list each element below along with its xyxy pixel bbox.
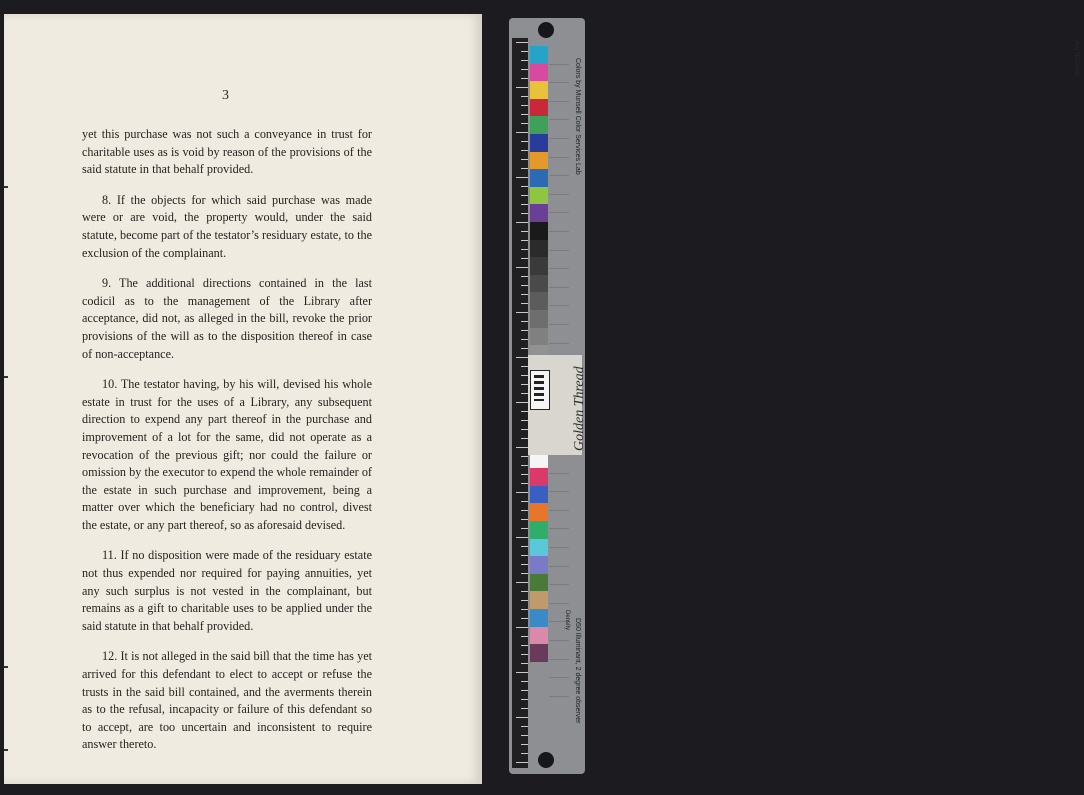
ruler-tick: [516, 222, 528, 223]
ruler-tick: [521, 330, 528, 331]
ruler-tick: [521, 195, 528, 196]
ruler-tick: [521, 681, 528, 682]
ruler-tick: [516, 267, 528, 268]
color-swatch: [530, 644, 548, 662]
ruler-tick: [521, 708, 528, 709]
swatch-value-cell: [549, 548, 569, 567]
signature: Jim Williams: [1073, 40, 1081, 77]
ruler-tick: [521, 150, 528, 151]
ruler-tick: [521, 339, 528, 340]
ruler-tick: [521, 96, 528, 97]
ruler-tick: [521, 645, 528, 646]
ruler-tick: [521, 276, 528, 277]
punch-hole: [538, 752, 554, 768]
ruler-tick: [521, 456, 528, 457]
ruler-tick: [521, 231, 528, 232]
swatch-value-cell: [549, 65, 569, 84]
color-swatch: [530, 275, 548, 293]
ruler-tick: [516, 762, 528, 763]
color-swatch: [530, 539, 548, 557]
color-swatch: [530, 310, 548, 328]
swatch-value-cell: [549, 288, 569, 307]
swatch-value-cell: [549, 678, 569, 697]
ruler-tick: [521, 663, 528, 664]
ruler-tick: [521, 384, 528, 385]
ruler-tick: [516, 87, 528, 88]
color-swatch: [530, 328, 548, 346]
swatch-value-cell: [549, 195, 569, 214]
ruler-tick: [521, 555, 528, 556]
ruler-tick: [516, 312, 528, 313]
edge-mark: [4, 749, 8, 751]
swatch-value-cell: [549, 83, 569, 102]
ruler-tick: [521, 654, 528, 655]
ruler-tick: [521, 735, 528, 736]
swatch-value-cell: [549, 511, 569, 530]
ruler-tick: [521, 519, 528, 520]
edge-mark: [4, 666, 8, 668]
ruler-tick: [521, 420, 528, 421]
ruler-tick: [521, 600, 528, 601]
paragraph-9: 9. The additional directions contained in the last codicil as to the management of the Library after acceptance, did not, as alleged in the bill, revoke the prior provisions of the will as to the disposition thereof in case of non-acceptance.: [82, 276, 372, 361]
density-label: Density: [564, 610, 570, 631]
ruler-tick: [516, 447, 528, 448]
color-swatch: [530, 292, 548, 310]
ruler-tick: [521, 726, 528, 727]
ruler-tick: [521, 699, 528, 700]
ruler-tick: [521, 510, 528, 511]
color-swatch: [530, 81, 548, 99]
ruler-tick: [521, 294, 528, 295]
body-text: [82, 126, 372, 767]
ruler-scale: [512, 38, 528, 768]
color-swatch: [530, 116, 548, 134]
ruler-tick: [521, 258, 528, 259]
color-swatch: [530, 187, 548, 205]
swatch-value-cell: [549, 567, 569, 586]
swatch-value-cell: [549, 325, 569, 344]
swatch-value-cell: [549, 213, 569, 232]
color-swatch: [530, 64, 548, 82]
swatch-value-cell: [549, 120, 569, 139]
color-swatch: [530, 591, 548, 609]
ruler-tick: [521, 213, 528, 214]
ruler-tick: [521, 348, 528, 349]
ruler-tick: [516, 132, 528, 133]
color-swatch: [530, 204, 548, 222]
swatch-value-cell: [549, 306, 569, 325]
ruler-tick: [516, 672, 528, 673]
swatch-value-cell: [549, 102, 569, 121]
paragraph-continuation: yet this purchase was not such a conveyance in trust for charitable uses as is void by reason of the provisions of the said statute in that behalf provided.: [82, 127, 372, 177]
ruler-tick: [521, 564, 528, 565]
ruler-tick: [521, 114, 528, 115]
paragraph-8: 8. If the objects for which said purchase was made were or are void, the property would, under the said statute, become part of the testator’s residuary estate, to the exclusion of the complainant.: [82, 192, 372, 260]
color-swatch: [530, 486, 548, 504]
ruler-tick: [521, 321, 528, 322]
ruler-tick: [521, 744, 528, 745]
ruler-tick: [521, 483, 528, 484]
ruler-tick: [521, 636, 528, 637]
swatch-value-cell: [549, 158, 569, 177]
ruler-tick: [521, 105, 528, 106]
ruler-tick: [521, 141, 528, 142]
color-swatches: [530, 46, 548, 662]
swatch-value-cell: [549, 46, 569, 65]
ruler-tick: [521, 393, 528, 394]
golden-thread-logo: Golden Thread: [572, 366, 587, 451]
swatch-value-cell: [549, 474, 569, 493]
ruler-tick: [516, 537, 528, 538]
ruler-tick: [516, 492, 528, 493]
ruler-tick: [521, 474, 528, 475]
swatch-value-cell: [549, 251, 569, 270]
ruler-tick: [521, 411, 528, 412]
color-swatch: [530, 46, 548, 64]
ruler-tick: [516, 177, 528, 178]
color-swatch: [530, 222, 548, 240]
ruler-tick: [521, 690, 528, 691]
ruler-tick: [521, 204, 528, 205]
ruler-tick: [521, 51, 528, 52]
ruler-tick: [521, 159, 528, 160]
swatch-value-cell: [549, 232, 569, 251]
paragraph-12: 12. It is not alleged in the said bill that the time has yet arrived for this defendant to elect to accept or refuse the trusts in the said bill contained, and the averments therein as to the refusal, incapacity or failure of this defendant so to accept, are too uncertain and inconsistent to require answer thereto.: [82, 649, 372, 752]
target-logo-icon: [530, 370, 550, 410]
color-swatch: [530, 521, 548, 539]
ruler-tick: [516, 627, 528, 628]
color-swatch: [530, 152, 548, 170]
color-swatch: [530, 627, 548, 645]
ruler-tick: [521, 303, 528, 304]
swatch-value-cell: [549, 139, 569, 158]
color-swatch: [530, 609, 548, 627]
page-number: 3: [222, 88, 229, 103]
brand-label: Colors by Munsell Color Services Lab: [574, 58, 581, 175]
ruler-tick: [521, 375, 528, 376]
punch-hole: [538, 22, 554, 38]
color-swatch: [530, 134, 548, 152]
swatch-value-cell: [549, 492, 569, 511]
color-swatch: [530, 169, 548, 187]
swatch-value-cell: [549, 455, 569, 474]
paragraph-11: 11. If no disposition were made of the residuary estate not thus expended nor required for paying annuities, yet any such surplus is not vested in the complainant, but remains as a gift to charitable uses to be applied under the said statute in that behalf provided.: [82, 548, 372, 633]
ruler-tick: [521, 240, 528, 241]
ruler-tick: [521, 78, 528, 79]
ruler-tick: [516, 717, 528, 718]
ruler-tick: [521, 249, 528, 250]
color-swatch: [530, 468, 548, 486]
swatch-value-cell: [549, 176, 569, 195]
ruler-tick: [521, 168, 528, 169]
ruler-tick: [521, 429, 528, 430]
ruler-tick: [521, 69, 528, 70]
ruler-tick: [516, 42, 528, 43]
swatch-value-cell: [549, 269, 569, 288]
ruler-tick: [521, 528, 528, 529]
ruler-tick: [521, 609, 528, 610]
ruler-tick: [516, 357, 528, 358]
ruler-tick: [521, 501, 528, 502]
color-swatch: [530, 99, 548, 117]
ruler-tick: [521, 753, 528, 754]
color-swatch: [530, 574, 548, 592]
ruler-tick: [521, 465, 528, 466]
color-swatch: [530, 240, 548, 258]
ruler-tick: [521, 285, 528, 286]
color-swatch: [530, 503, 548, 521]
swatch-value-cell: [549, 585, 569, 604]
color-swatch: [530, 556, 548, 574]
ruler-tick: [521, 186, 528, 187]
ruler-tick: [521, 438, 528, 439]
ruler-tick: [521, 573, 528, 574]
ruler-tick: [521, 366, 528, 367]
ruler-tick: [521, 546, 528, 547]
observer-label: D50 Illuminant, 2 degree observer: [574, 618, 581, 724]
swatch-value-cell: [549, 529, 569, 548]
ruler-tick: [521, 591, 528, 592]
ruler-tick: [521, 618, 528, 619]
ruler-tick: [521, 60, 528, 61]
color-swatch: [530, 257, 548, 275]
paragraph-10: 10. The testator having, by his will, devised his whole estate in trust for the uses of a Library, any subsequent direction to expend any part thereof in the purchase and improvement of a lot for the same, did not operate as a revocation of the previous gift; nor could the failure or omission by the executor to expend the whole remainder of the estate in such purchase and improvement, being a matter over which the beneficiary had no control, divest the estate, or any part thereof, so as aforesaid devised.: [82, 377, 372, 532]
ruler-tick: [516, 402, 528, 403]
ruler-tick: [516, 582, 528, 583]
edge-mark: [4, 376, 8, 378]
ruler-tick: [521, 123, 528, 124]
edge-mark: [4, 186, 8, 188]
